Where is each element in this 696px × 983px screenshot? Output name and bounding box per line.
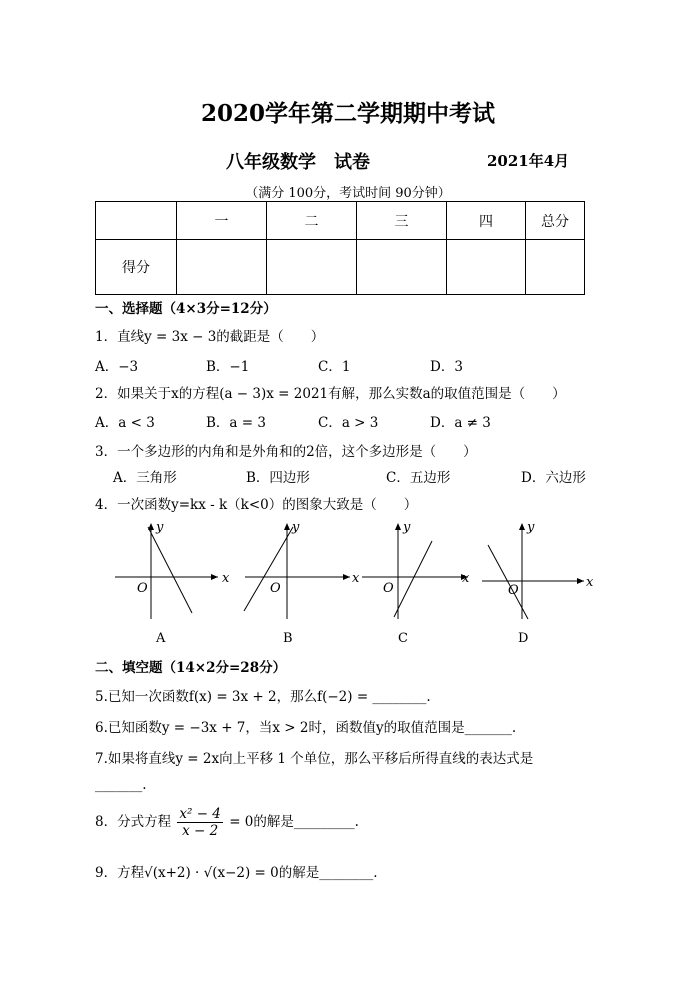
question-7-line2: _______. bbox=[95, 777, 147, 793]
q8-suffix: = 0的解是_________. bbox=[229, 814, 359, 830]
q2-option-c: C．a > 3 bbox=[318, 415, 379, 431]
score-header-cell bbox=[96, 202, 177, 240]
function-line bbox=[148, 527, 192, 613]
graph-label-a: A bbox=[156, 631, 166, 646]
q1-option-d: D．3 bbox=[430, 359, 463, 375]
origin-label: O bbox=[137, 581, 148, 596]
score-cell[interactable] bbox=[267, 240, 357, 295]
score-table bbox=[95, 201, 585, 295]
graph-label-d: D bbox=[518, 631, 529, 646]
origin-label: O bbox=[508, 583, 519, 598]
graph-label-c: C bbox=[398, 631, 408, 646]
score-cell[interactable] bbox=[357, 240, 447, 295]
q3-option-a: A．三角形 bbox=[113, 470, 177, 486]
y-axis-label: y bbox=[527, 520, 535, 535]
exam-note: （满分 100分，考试时间 90分钟） bbox=[245, 186, 451, 201]
q8-prefix: 8．分式方程 bbox=[95, 814, 172, 830]
origin-label: O bbox=[383, 581, 394, 596]
function-line bbox=[394, 541, 432, 617]
graph-label-b: B bbox=[283, 631, 293, 646]
question-7-line1: 7.如果将直线y = 2x向上平移 1 个单位，那么平移后所得直线的表达式是 bbox=[95, 751, 534, 767]
origin-label: O bbox=[270, 581, 281, 596]
graph-c bbox=[360, 515, 475, 625]
score-row-label: 得分 bbox=[96, 240, 177, 295]
x-axis-arrow bbox=[211, 574, 218, 580]
q3-option-d: D．六边形 bbox=[521, 470, 586, 486]
score-table-header-row bbox=[96, 202, 585, 240]
x-axis-arrow bbox=[577, 578, 584, 584]
q8-numerator: x² − 4 bbox=[179, 806, 221, 822]
question-8 bbox=[95, 806, 359, 839]
q1-option-a: A．−3 bbox=[95, 359, 139, 375]
question-3: 3．一个多边形的内角和是外角和的2倍，这个多边形是（ ） bbox=[95, 444, 477, 460]
q8-fraction bbox=[177, 806, 223, 839]
graph-a bbox=[110, 515, 230, 625]
score-header-cell: 二 bbox=[267, 202, 357, 240]
q1-option-c: C．1 bbox=[318, 359, 351, 375]
y-axis-label: y bbox=[156, 520, 164, 535]
section2-heading: 二、填空题（14×2分=28分） bbox=[95, 660, 287, 676]
q8-denominator: x − 2 bbox=[182, 823, 219, 839]
q2-option-b: B．a = 3 bbox=[206, 415, 266, 431]
y-axis-arrow bbox=[284, 523, 290, 530]
graph-b bbox=[240, 515, 360, 625]
question-1: 1．直线y = 3x − 3的截距是（ ） bbox=[95, 329, 325, 345]
score-table-row bbox=[96, 240, 585, 295]
y-axis-label: y bbox=[403, 520, 411, 535]
function-line bbox=[244, 527, 293, 611]
question-4: 4．一次函数y=kx - k（k<0）的图象大致是（ ） bbox=[95, 497, 418, 513]
score-cell[interactable] bbox=[526, 240, 585, 295]
score-cell[interactable] bbox=[177, 240, 267, 295]
graph-d bbox=[480, 515, 596, 625]
exam-title: 2020学年第二学期期中考试 bbox=[200, 100, 495, 127]
score-header-cell: 三 bbox=[357, 202, 447, 240]
exam-subtitle: 八年级数学 试卷 bbox=[226, 152, 370, 173]
y-axis-arrow bbox=[395, 523, 401, 530]
exam-date: 2021年4月 bbox=[487, 152, 570, 170]
y-axis-arrow bbox=[519, 523, 525, 530]
question-9: 9．方程√(x+2) · √(x−2) = 0的解是________. bbox=[95, 865, 378, 881]
x-axis-label: x bbox=[586, 575, 594, 590]
score-cell[interactable] bbox=[447, 240, 526, 295]
section1-heading: 一、选择题（4×3分=12分） bbox=[95, 301, 277, 317]
score-header-cell: 总分 bbox=[526, 202, 585, 240]
question-6: 6.已知函数y = −3x + 7，当x > 2时，函数值y的取值范围是_______. bbox=[95, 720, 517, 736]
q2-option-a: A．a < 3 bbox=[95, 415, 155, 431]
q1-option-b: B．−1 bbox=[206, 359, 250, 375]
x-axis-label: x bbox=[352, 571, 360, 586]
q3-option-c: C．五边形 bbox=[386, 470, 451, 486]
x-axis-label: x bbox=[462, 571, 470, 586]
x-axis-arrow bbox=[343, 574, 350, 580]
y-axis-label: y bbox=[292, 520, 300, 535]
q3-option-b: B．四边形 bbox=[246, 470, 310, 486]
q2-option-d: D．a ≠ 3 bbox=[430, 415, 491, 431]
question-5: 5.已知一次函数f(x) = 3x + 2，那么f(−2) = ________. bbox=[95, 689, 431, 705]
question-2: 2．如果关于x的方程(a − 3)x = 2021有解，那么实数a的取值范围是（ ） bbox=[95, 386, 566, 402]
x-axis-label: x bbox=[222, 571, 230, 586]
score-header-cell: 四 bbox=[447, 202, 526, 240]
score-header-cell: 一 bbox=[177, 202, 267, 240]
